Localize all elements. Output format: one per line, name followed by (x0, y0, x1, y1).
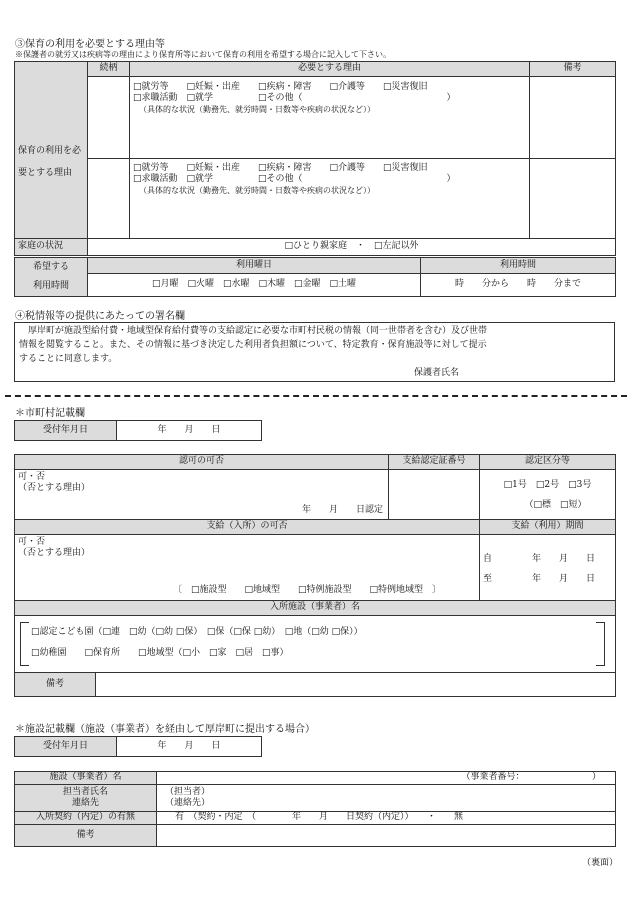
relation-cell-2[interactable] (88, 159, 130, 239)
consent-line-1: 厚岸町が施設型給付費・地域型保育給付費等の支給認定に必要な市町村民税の情報（同一世帯者を含む）及び世帯 (19, 326, 488, 336)
class-header: 認定区分等 (480, 455, 616, 470)
s3-note: ※保護者の就労又は疾病等の理由により保育所等において保育の利用を希望する場合に記入して下さい。 (15, 50, 391, 59)
reason-options-row2[interactable]: □求職活動 □就学 □その他（ ） (133, 174, 456, 185)
payment-reason: （否とする理由） (18, 548, 91, 559)
period-header: 支給（利用）期間 (480, 520, 616, 535)
class-options[interactable]: □1号 □2号 □3号 (503, 479, 592, 490)
payment-cell[interactable] (15, 535, 480, 601)
reason-options-2[interactable] (130, 159, 530, 239)
family-options[interactable]: □ひとり親家庭 ・ □左記以外 (88, 239, 616, 256)
facility-received-label: 受付年月日 (15, 737, 117, 757)
reason-table (14, 61, 616, 256)
page-footer: （裏面） (581, 858, 618, 868)
period-to-label: 至 (483, 574, 493, 584)
days-header: 利用曜日 (88, 258, 421, 274)
person-cell[interactable] (157, 785, 616, 812)
received-label: 受付年月日 (15, 421, 117, 441)
reason-options-row2[interactable]: □求職活動 □就学 □その他（ ） (133, 93, 456, 104)
facility-table (14, 771, 616, 847)
hope-table (14, 257, 616, 297)
person-label: 担当者氏名 連絡先 (15, 785, 157, 812)
cert-no-cell[interactable] (389, 470, 480, 520)
facility-types[interactable]: 〔 □施設型 □地域型 □特例施設型 □特例地域型 〕 (173, 584, 442, 595)
guardian-signature-label: 保護者氏名 (414, 368, 460, 378)
muni-title: ＊市町村記載欄 (15, 408, 85, 419)
approval-cell[interactable] (15, 470, 389, 520)
remarks-cell-2[interactable] (530, 159, 616, 239)
relation-header: 続柄 (88, 62, 130, 77)
class-sub-options[interactable]: （□標 □短） (524, 499, 587, 510)
consent-line-3: することに同意します。 (19, 354, 118, 364)
approval-date[interactable]: 年 月 日認定 (301, 504, 383, 515)
time-range[interactable]: 時 分から 時 分まで (421, 273, 616, 296)
reason-options-row1[interactable]: □就労等 □妊娠・出産 □疾病・障害 □介護等 □災害復旧 (133, 82, 428, 92)
approval-table (14, 454, 616, 697)
bracket-left (20, 622, 29, 666)
facility-options-row2[interactable]: □幼稚園 □保育所 □地域型（□小 □家 □居 □事） (31, 648, 289, 658)
s3-title: ③保育の利用を必要とする理由等 (15, 39, 165, 50)
muni-remarks-label: 備考 (15, 673, 96, 696)
facility-options-row1[interactable]: □認定こども園（□連 □幼（□幼 □保） □保（□保 □幼） □地（□幼 □保）） (31, 627, 363, 637)
facility-remarks-cell[interactable] (157, 825, 616, 847)
person-contact[interactable]: （連絡先） (165, 798, 211, 808)
period-cell[interactable] (480, 535, 616, 601)
reason-options-1[interactable] (130, 77, 530, 159)
approval-yesno[interactable]: 可・否 (18, 472, 46, 482)
approval-reason: （否とする理由） (18, 483, 91, 494)
consent-box (14, 322, 615, 382)
facility-name-header: 入所施設（事業者）名 (15, 601, 616, 616)
muni-received-table (14, 420, 262, 441)
payment-yesno[interactable]: 可・否 (18, 537, 46, 547)
bracket-right (596, 622, 605, 666)
days-options[interactable]: □月曜 □火曜 □水曜 □木曜 □金曜 □土曜 (88, 273, 421, 296)
reason-detail: （具体的な状況（勤務先、就労時間・日数等や疾病の状況など）） (139, 104, 375, 114)
consent-line-2: 情報を閲覧すること。また、その情報に基づき決定した利用者負担額について、特定教育・保育施設等に対して提示 (19, 340, 487, 350)
remarks-cell-1[interactable] (530, 77, 616, 159)
approval-header: 認可の可否 (15, 455, 389, 470)
reason-options-row1[interactable]: □就労等 □妊娠・出産 □疾病・障害 □介護等 □災害復旧 (133, 163, 428, 173)
muni-remarks-cell[interactable] (96, 673, 615, 696)
reason-detail: （具体的な状況（勤務先、就労時間・日数等や疾病の状況など）） (139, 185, 375, 195)
facility-received-table (14, 736, 262, 757)
contract-label: 入所契約（内定）の有無 (15, 812, 157, 825)
class-cell[interactable] (480, 470, 616, 520)
family-label: 家庭の状況 (15, 239, 88, 256)
facility-title: ＊施設記載欄（施設（事業者）を経由して厚岸町に提出する場合） (15, 724, 315, 735)
contract-value[interactable]: 有 （契約・内定 （ 年 月 日契約（内定）） ・ 無 (157, 812, 616, 825)
muni-remarks-row (15, 673, 616, 697)
cut-line (5, 395, 627, 397)
person-name[interactable]: （担当者） (165, 786, 211, 797)
reason-row-label: 保育の利用を必要とする理由 (15, 62, 88, 239)
facility-name-label: 施設（事業者）名 (15, 772, 157, 785)
received-date[interactable]: 年 月 日 (117, 421, 262, 441)
cert-no-header: 支給認定証番号 (389, 455, 480, 470)
period-from-label: 自 (483, 554, 493, 564)
payment-header: 支給（入所）の可否 (15, 520, 480, 535)
facility-options-cell[interactable] (15, 616, 616, 673)
s4-title: ④税情報等の提供にあたっての署名欄 (15, 311, 185, 322)
period-from-date[interactable]: 年 月 日 (532, 554, 596, 564)
reason-header: 必要とする理由 (130, 62, 530, 77)
business-number[interactable]: （事業者番号： ） (157, 772, 616, 785)
hope-label: 希望する 利用時間 (15, 258, 88, 297)
time-header: 利用時間 (421, 258, 616, 274)
remarks-header: 備考 (530, 62, 616, 77)
facility-remarks-label: 備考 (15, 825, 157, 847)
period-to-date[interactable]: 年 月 日 (532, 574, 596, 584)
relation-cell-1[interactable] (88, 77, 130, 159)
facility-received-date[interactable]: 年 月 日 (117, 737, 262, 757)
